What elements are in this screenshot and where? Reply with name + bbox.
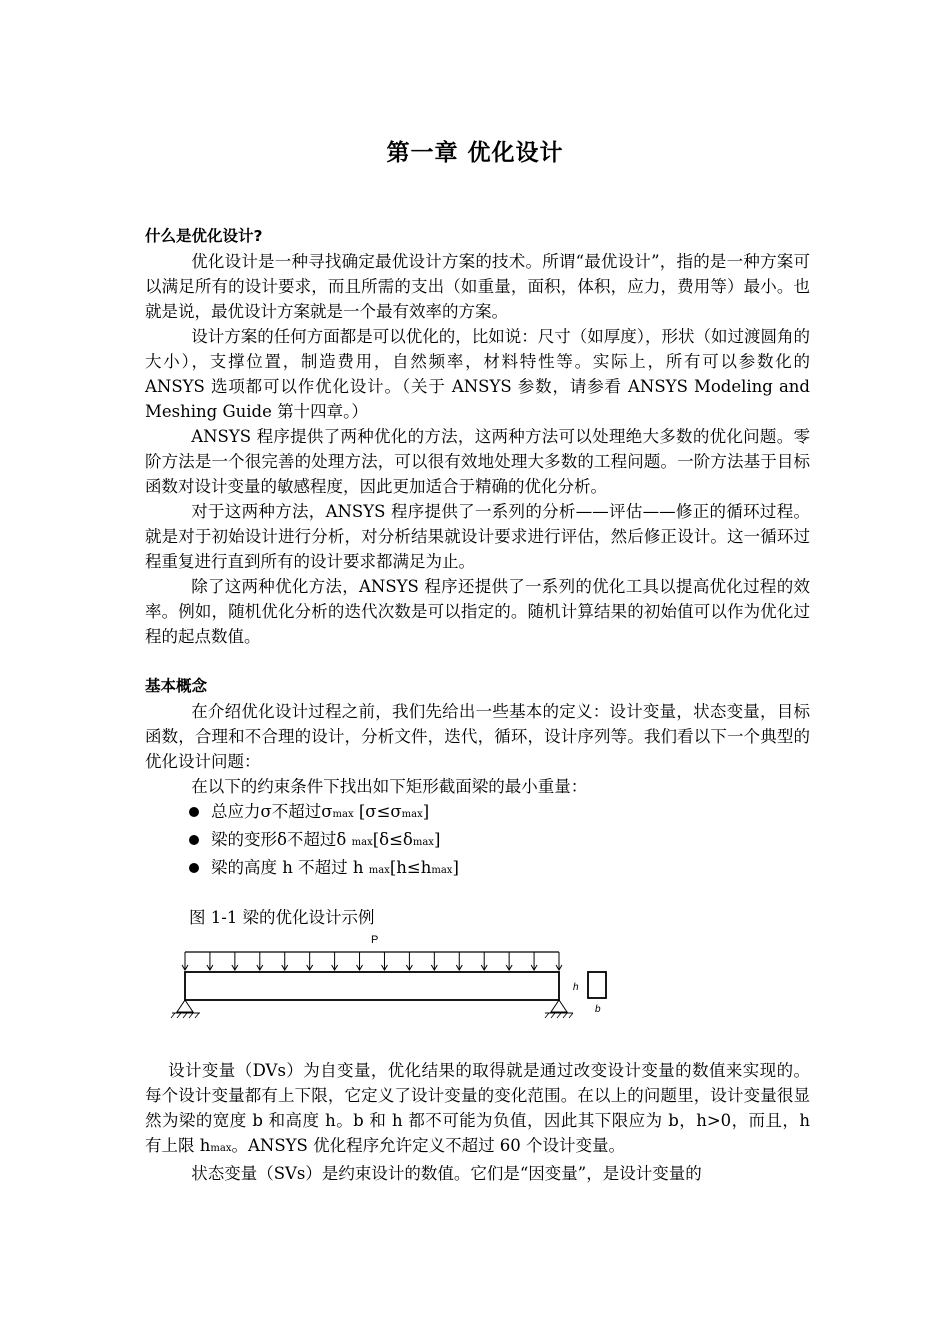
load-label: P (371, 934, 379, 946)
height-label: h (573, 982, 579, 993)
load-arrows (182, 952, 562, 970)
constraint-bracket: [σ≤σ (353, 802, 402, 821)
width-label: b (595, 1004, 601, 1015)
subscript: max (431, 865, 453, 876)
constraint-text: 总应力σ不超过σ (211, 802, 333, 821)
ground-hatch (171, 1013, 573, 1018)
section-heading-what-is-optimization: 什么是优化设计? (145, 227, 263, 245)
figure-caption: 图 1-1 梁的优化设计示例 (189, 908, 375, 927)
content-body (145, 224, 810, 1186)
constraint-bracket-close: ] (422, 802, 430, 821)
constraint-text: 梁的变形δ不超过δ (211, 830, 352, 849)
constraint-bracket-close: ] (452, 858, 459, 877)
paragraph: 在以下的约束条件下找出如下矩形截面梁的最小重量： (191, 777, 588, 796)
paragraph: 除了这两种优化方法，ANSYS 程序还提供了一系列的优化工具以提高优化过程的效率。例如，随机优化分析的迭代次数是可以指定的。随机计算结果的初始值可以作为优化过程的起点数值。 (145, 577, 810, 646)
list-item (189, 799, 810, 827)
subscript: max (368, 865, 390, 876)
paragraph-text: 设计变量（DVs）为自变量，优化结果的取得就是通过改变设计变量的数值来实现的。每个设计变量都有上下限，它定义了设计变量的变化范围。在以上的问题里，设计变量很显然为梁的宽度 b 和高度 h。b 和 h 都不可能为负值，因此其下限应为 b，h>0，而且，h 有上限 h (145, 1061, 810, 1155)
paragraph: 对于这两种方法，ANSYS 程序提供了一系列的分析——评估——修正的循环过程。就是对于初始设计进行分析，对分析结果就设计要求进行评估，然后修正设计。这一循环过程重复进行直到所有的设计要求都满足为止。 (145, 502, 810, 571)
paragraph-text: 。ANSYS 优化程序允许定义不超过 60 个设计变量。 (231, 1136, 626, 1155)
paragraph: 优化设计是一种寻找确定最优设计方案的技术。所谓“最优设计”，指的是一种方案可以满足所有的设计要求，而且所需的支出（如重量，面积，体积，应力，费用等）最小。也就是说，最优设计方案就是一个最有效率的方案。 (145, 252, 810, 321)
paragraph: 设计方案的任何方面都是可以优化的，比如说：尺寸（如厚度），形状（如过渡圆角的大小），支撑位置，制造费用，自然频率，材料特性等。实际上，所有可以参数化的 ANSYS 选项都可以作优化设计。（关于 ANSYS 参数，请参看 ANSYS Modeling and Meshing Guide 第十四章。） (145, 327, 810, 421)
paragraph: ANSYS 程序提供了两种优化的方法，这两种方法可以处理绝大多数的优化问题。零阶方法是一个很完善的处理方法，可以很有效地处理大多数的工程问题。一阶方法基于目标函数对设计变量的敏感程度，因此更加适合于精确的优化分析。 (145, 427, 810, 496)
paragraph: 状态变量（SVs）是约束设计的数值。它们是“因变量”，是设计变量的 (191, 1164, 702, 1183)
list-item (189, 855, 810, 883)
chapter-title: 第一章 优化设计 (386, 140, 564, 166)
subscript: max (401, 809, 423, 820)
beam-figure (145, 930, 810, 1030)
beam-rect (185, 972, 559, 1000)
paragraph-design-variables (145, 1058, 810, 1161)
constraint-bracket-close: ] (433, 830, 441, 849)
constraint-bracket: [δ≤δ (372, 830, 413, 849)
subscript: max (332, 809, 354, 820)
beam-diagram (145, 930, 810, 1030)
constraint-bracket: [h≤h (389, 858, 432, 877)
subscript: max (412, 837, 434, 848)
subscript: max (210, 1143, 232, 1154)
paragraph: 在介绍优化设计过程之前，我们先给出一些基本的定义：设计变量，状态变量，目标函数，合理和不合理的设计，分析文件，迭代，循环，设计序列等。我们看以下一个典型的优化设计问题： (145, 702, 810, 771)
constraint-text: 梁的高度 h 不超过 h (211, 858, 369, 877)
list-item (189, 827, 810, 855)
subscript: max (351, 837, 373, 848)
cross-section (588, 972, 606, 998)
constraint-list (145, 799, 810, 883)
left-support (177, 1000, 193, 1012)
section-heading-basic-concepts: 基本概念 (145, 677, 208, 695)
right-support (551, 1000, 567, 1012)
spacer (145, 649, 810, 674)
